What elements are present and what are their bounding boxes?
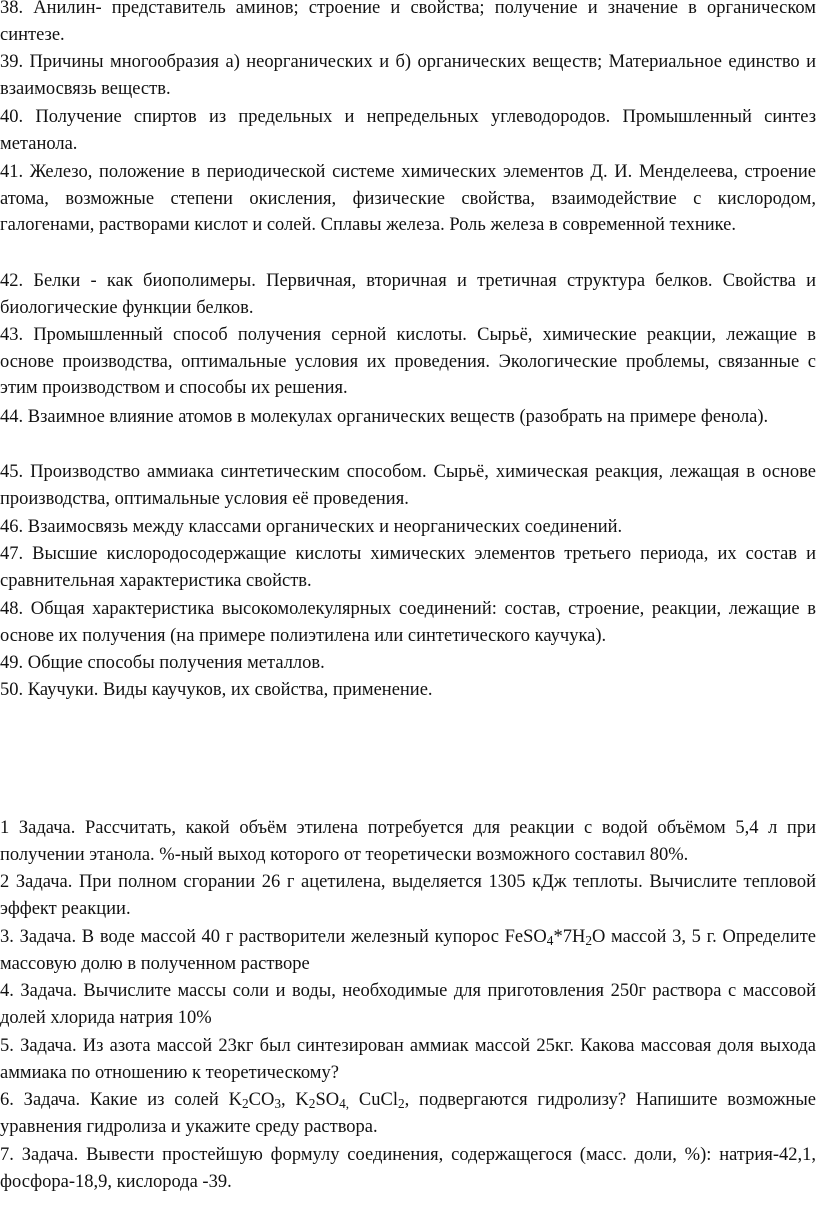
question-44: 44. Взаимное влияние атомов в молекулах органических веществ (разобрать на примере фенола). [0,407,769,427]
question-45: 45. Производство аммиака синтетическим способом. Сырьё, химическая реакция, лежащая в основе производства, оптимальные условия её проведения. [0,462,816,509]
task-7: 7. Задача. Вывести простейшую формулу соединения, содержащегося (масс. доли, %): натрия-42,1, фосфора-18,9, кислорода -39. [0,1145,816,1192]
question-39: 39. Причины многообразия а) неорганических и б) органических веществ; Материальное единство и взаимосвязь веществ. [0,52,816,99]
question-42: 42. Белки - как биополимеры. Первичная, вторичная и третичная структура белков. Свойства и биологические функции белков. [0,271,816,318]
question-41: 41. Железо, положение в периодической системе химических элементов Д. И. Менделеева, строение атома, возможные степени окисления, физические свойства, взаимодействие с кислородом, галогенами, растворами кислот и солей. Сплавы железа. Роль железа в современной технике. [0,162,816,235]
question-48: 48. Общая характеристика высокомолекулярных соединений: состав, строение, реакции, лежащие в основе их получения (на примере полиэтилена или синтетического каучука). [0,599,816,646]
task-4: 4. Задача. Вычислите массы соли и воды, необходимые для приготовления 250г раствора с массовой долей хлорида натрия 10% [0,981,816,1028]
task-2: 2 Задача. При полном сгорании 26 г ацетилена, выделяется 1305 кДж теплоты. Вычислите тепловой эффект реакции. [0,872,816,919]
question-50: 50. Каучуки. Виды каучуков, их свойства, применение. [0,680,433,700]
task-3: 3. Задача. В воде массой 40 г растворители железный купорос $FeSO_4*7H_2O$ массой 3, 5 г. Определите массовую долю в полученном растворе [0,927,816,974]
question-49: 49. Общие способы получения металлов. [0,653,325,673]
task-5: 5. Задача. Из азота массой 23кг был синтезирован аммиак массой 25кг. Какова массовая доля выхода аммиака по отношению к теоретическому? [0,1036,816,1083]
question-43: 43. Промышленный способ получения серной кислоты. Сырьё, химические реакции, лежащие в основе производства, оптимальные условия их проведения. Экологические проблемы, связанные с этим производством и способы их решения. [0,325,816,398]
question-38: 38. Анилин- представитель аминов; строение и свойства; получение и значение в органическом синтезе. [0,0,816,45]
question-40: 40. Получение спиртов из предельных и непредельных углеводородов. Промышленный синтез метанола. [0,107,816,154]
task-1: 1 Задача. Рассчитать, какой объём этилена потребуется для реакции с водой объёмом 5,4 л при получении этанола. %-ный выход которого от теоретически возможного составил 80%. [0,818,816,865]
question-46: 46. Взаимосвязь между классами органических и неорганических соединений. [0,517,623,537]
question-47: 47. Высшие кислородосодержащие кислоты химических элементов третьего периода, их состав и сравнительная характеристика свойств. [0,544,816,591]
task-6: 6. Задача. Какие из солей $K_2CO_3$, $K_2SO_{4,}$ CuCl$_2$, подвергаются гидролизу? Напишите возможные уравнения гидролиза и укажите среду раствора. [0,1090,816,1137]
